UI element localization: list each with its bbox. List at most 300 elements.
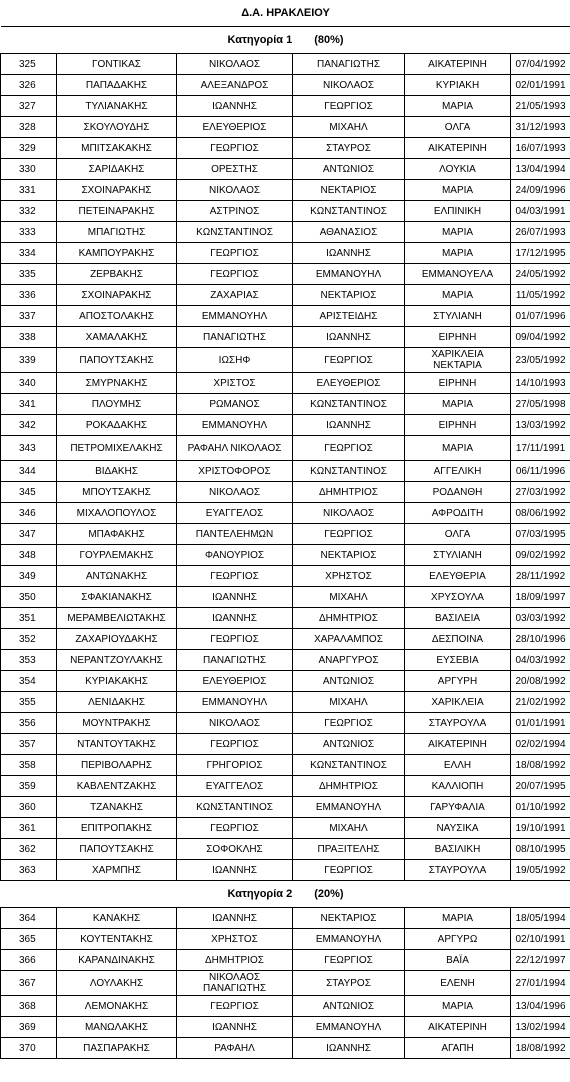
table-row [1, 306, 570, 327]
cell-mother-name: ΜΑΡΙΑ [405, 996, 511, 1017]
cell-number: 331 [1, 180, 57, 201]
table-row [1, 373, 570, 394]
cell-father-name: ΚΩΝΣΤΑΝΤΙΝΟΣ [293, 461, 405, 482]
cell-birth-date: 27/03/1992 [511, 482, 570, 503]
table-row [1, 117, 570, 138]
cell-birth-date: 13/02/1994 [511, 1017, 570, 1038]
cell-number: 363 [1, 860, 57, 881]
cell-surname: ΒΙΔΑΚΗΣ [57, 461, 177, 482]
cell-mother-name: ΧΑΡΙΚΛΕΙΑ ΝΕΚΤΑΡΙΑ [405, 348, 511, 373]
cell-father-name: ΠΡΑΞΙΤΕΛΗΣ [293, 839, 405, 860]
cell-birth-date: 19/10/1991 [511, 818, 570, 839]
document-title-row [1, 0, 570, 27]
cell-mother-name: ΧΑΡΙΚΛΕΙΑ [405, 692, 511, 713]
cell-number: 339 [1, 348, 57, 373]
cell-surname: ΠΕΤΕΙΝΑΡΑΚΗΣ [57, 201, 177, 222]
cell-birth-date: 03/03/1992 [511, 608, 570, 629]
cell-father-name: ΝΕΚΤΑΡΙΟΣ [293, 285, 405, 306]
cell-first-name: ΙΩΑΝΝΗΣ [177, 587, 293, 608]
cell-number: 334 [1, 243, 57, 264]
cell-first-name: ΑΛΕΞΑΝΔΡΟΣ [177, 75, 293, 96]
cell-number: 364 [1, 908, 57, 929]
cell-first-name: ΠΑΝΑΓΙΩΤΗΣ [177, 650, 293, 671]
cell-mother-name: ΛΟΥΚΙΑ [405, 159, 511, 180]
cell-first-name: ΓΕΩΡΓΙΟΣ [177, 138, 293, 159]
cell-birth-date: 08/06/1992 [511, 503, 570, 524]
table-row [1, 818, 570, 839]
cell-father-name: ΔΗΜΗΤΡΙΟΣ [293, 776, 405, 797]
cell-father-name: ΑΡΙΣΤΕΙΔΗΣ [293, 306, 405, 327]
cell-surname: ΖΑΧΑΡΙΟΥΔΑΚΗΣ [57, 629, 177, 650]
cell-surname: ΖΕΡΒΑΚΗΣ [57, 264, 177, 285]
category-header-row [1, 881, 570, 908]
table-row [1, 159, 570, 180]
table-row [1, 566, 570, 587]
cell-mother-name: ΕΛΛΗ [405, 755, 511, 776]
cell-number: 358 [1, 755, 57, 776]
cell-mother-name: ΓΑΡΥΦΑΛΙΑ [405, 797, 511, 818]
cell-first-name: ΝΙΚΟΛΑΟΣ [177, 180, 293, 201]
cell-father-name: ΚΩΝΣΤΑΝΤΙΝΟΣ [293, 394, 405, 415]
table-row [1, 950, 570, 971]
cell-first-name: ΕΥΑΓΓΕΛΟΣ [177, 776, 293, 797]
cell-number: 365 [1, 929, 57, 950]
cell-number: 335 [1, 264, 57, 285]
cell-mother-name: ΑΡΓΥΡΗ [405, 671, 511, 692]
cell-mother-name: ΜΑΡΙΑ [405, 180, 511, 201]
cell-mother-name: ΑΙΚΑΤΕΡΙΝΗ [405, 138, 511, 159]
cell-father-name: ΙΩΑΝΝΗΣ [293, 243, 405, 264]
cell-first-name: ΟΡΕΣΤΗΣ [177, 159, 293, 180]
table-row [1, 503, 570, 524]
cell-number: 340 [1, 373, 57, 394]
cell-father-name: ΔΗΜΗΤΡΙΟΣ [293, 608, 405, 629]
cell-birth-date: 28/10/1996 [511, 629, 570, 650]
cell-surname: ΜΙΧΑΛΟΠΟΥΛΟΣ [57, 503, 177, 524]
cell-surname: ΠΑΠΟΥΤΣΑΚΗΣ [57, 839, 177, 860]
cell-number: 344 [1, 461, 57, 482]
cell-birth-date: 02/01/1991 [511, 75, 570, 96]
cell-number: 343 [1, 436, 57, 461]
cell-birth-date: 21/02/1992 [511, 692, 570, 713]
cell-father-name: ΕΜΜΑΝΟΥΗΛ [293, 1017, 405, 1038]
cell-number: 355 [1, 692, 57, 713]
cell-surname: ΚΑΒΛΕΝΤΖΑΚΗΣ [57, 776, 177, 797]
cell-father-name: ΕΛΕΥΘΕΡΙΟΣ [293, 373, 405, 394]
cell-surname: ΝΕΡΑΝΤΖΟΥΛΑΚΗΣ [57, 650, 177, 671]
cell-birth-date: 07/03/1995 [511, 524, 570, 545]
cell-birth-date: 01/10/1992 [511, 797, 570, 818]
cell-first-name: ΓΕΩΡΓΙΟΣ [177, 629, 293, 650]
cell-birth-date: 18/08/1992 [511, 1038, 570, 1059]
cell-number: 332 [1, 201, 57, 222]
cell-mother-name: ΜΑΡΙΑ [405, 908, 511, 929]
cell-surname: ΜΠΑΓΙΩΤΗΣ [57, 222, 177, 243]
cell-birth-date: 04/03/1991 [511, 201, 570, 222]
table-row [1, 671, 570, 692]
cell-first-name: ΣΟΦΟΚΛΗΣ [177, 839, 293, 860]
cell-birth-date: 13/03/1992 [511, 415, 570, 436]
cell-birth-date: 16/07/1993 [511, 138, 570, 159]
cell-mother-name: ΜΑΡΙΑ [405, 222, 511, 243]
cell-birth-date: 11/05/1992 [511, 285, 570, 306]
cell-first-name: ΧΡΗΣΤΟΣ [177, 929, 293, 950]
cell-father-name: ΑΝΑΡΓΥΡΟΣ [293, 650, 405, 671]
cell-birth-date: 09/04/1992 [511, 327, 570, 348]
cell-surname: ΚΑΡΑΝΔΙΝΑΚΗΣ [57, 950, 177, 971]
table-row [1, 587, 570, 608]
cell-first-name: ΚΩΝΣΤΑΝΤΙΝΟΣ [177, 797, 293, 818]
table-row [1, 75, 570, 96]
cell-surname: ΚΑΝΑΚΗΣ [57, 908, 177, 929]
cell-number: 330 [1, 159, 57, 180]
cell-surname: ΣΧΟΙΝΑΡΑΚΗΣ [57, 180, 177, 201]
table-row [1, 629, 570, 650]
cell-birth-date: 28/11/1992 [511, 566, 570, 587]
table-row [1, 692, 570, 713]
cell-first-name: ΧΡΙΣΤΟΦΟΡΟΣ [177, 461, 293, 482]
cell-birth-date: 02/10/1991 [511, 929, 570, 950]
table-row [1, 996, 570, 1017]
cell-surname: ΑΠΟΣΤΟΛΑΚΗΣ [57, 306, 177, 327]
cell-surname: ΣΧΟΙΝΑΡΑΚΗΣ [57, 285, 177, 306]
table-row [1, 860, 570, 881]
table-row [1, 839, 570, 860]
cell-father-name: ΜΙΧΑΗΛ [293, 587, 405, 608]
cell-first-name: ΔΗΜΗΤΡΙΟΣ [177, 950, 293, 971]
cell-number: 347 [1, 524, 57, 545]
cell-surname: ΚΥΡΙΑΚΑΚΗΣ [57, 671, 177, 692]
cell-surname: ΜΠΙΤΣΑΚΑΚΗΣ [57, 138, 177, 159]
cell-first-name: ΚΩΝΣΤΑΝΤΙΝΟΣ [177, 222, 293, 243]
cell-surname: ΚΟΥΤΕΝΤΑΚΗΣ [57, 929, 177, 950]
table-row [1, 327, 570, 348]
cell-mother-name: ΑΓΓΕΛΙΚΗ [405, 461, 511, 482]
cell-number: 338 [1, 327, 57, 348]
cell-mother-name: ΒΑΪΑ [405, 950, 511, 971]
cell-first-name: ΓΕΩΡΓΙΟΣ [177, 243, 293, 264]
cell-surname: ΠΑΣΠΑΡΑΚΗΣ [57, 1038, 177, 1059]
cell-birth-date: 27/05/1998 [511, 394, 570, 415]
cell-birth-date: 13/04/1996 [511, 996, 570, 1017]
table-row [1, 415, 570, 436]
cell-number: 367 [1, 971, 57, 996]
cell-father-name: ΜΙΧΑΗΛ [293, 818, 405, 839]
cell-first-name: ΙΩΑΝΝΗΣ [177, 908, 293, 929]
cell-father-name: ΙΩΑΝΝΗΣ [293, 415, 405, 436]
category-header [1, 27, 570, 54]
cell-first-name: ΡΑΦΑΗΛ ΝΙΚΟΛΑΟΣ [177, 436, 293, 461]
cell-birth-date: 23/05/1992 [511, 348, 570, 373]
cell-number: 354 [1, 671, 57, 692]
cell-mother-name: ΕΜΜΑΝΟΥΕΛΑ [405, 264, 511, 285]
cell-father-name: ΣΤΑΥΡΟΣ [293, 971, 405, 996]
cell-surname: ΓΟΥΡΛΕΜΑΚΗΣ [57, 545, 177, 566]
cell-surname: ΚΑΜΠΟΥΡΑΚΗΣ [57, 243, 177, 264]
cell-father-name: ΠΑΝΑΓΙΩΤΗΣ [293, 54, 405, 75]
cell-mother-name: ΒΑΣΙΛΙΚΗ [405, 839, 511, 860]
cell-father-name: ΓΕΩΡΓΙΟΣ [293, 436, 405, 461]
cell-number: 327 [1, 96, 57, 117]
cell-surname: ΠΑΠΑΔΑΚΗΣ [57, 75, 177, 96]
category-label: Κατηγορία 1 [227, 33, 293, 46]
cell-birth-date: 18/09/1997 [511, 587, 570, 608]
cell-first-name: ΓΡΗΓΟΡΙΟΣ [177, 755, 293, 776]
cell-father-name: ΚΩΝΣΤΑΝΤΙΝΟΣ [293, 755, 405, 776]
table-row [1, 734, 570, 755]
cell-surname: ΛΟΥΛΑΚΗΣ [57, 971, 177, 996]
cell-mother-name: ΑΦΡΟΔΙΤΗ [405, 503, 511, 524]
cell-surname: ΝΤΑΝΤΟΥΤΑΚΗΣ [57, 734, 177, 755]
cell-father-name: ΑΝΤΩΝΙΟΣ [293, 996, 405, 1017]
cell-birth-date: 18/08/1992 [511, 755, 570, 776]
cell-number: 370 [1, 1038, 57, 1059]
cell-father-name: ΧΡΗΣΤΟΣ [293, 566, 405, 587]
cell-first-name: ΙΩΣΗΦ [177, 348, 293, 373]
cell-number: 348 [1, 545, 57, 566]
cell-mother-name: ΔΕΣΠΟΙΝΑ [405, 629, 511, 650]
cell-birth-date: 08/10/1995 [511, 839, 570, 860]
cell-first-name: ΕΛΕΥΘΕΡΙΟΣ [177, 117, 293, 138]
cell-birth-date: 13/04/1994 [511, 159, 570, 180]
cell-mother-name: ΚΑΛΛΙΟΠΗ [405, 776, 511, 797]
cell-father-name: ΑΝΤΩΝΙΟΣ [293, 671, 405, 692]
cell-surname: ΤΥΛΙΑΝΑΚΗΣ [57, 96, 177, 117]
cell-mother-name: ΟΛΓΑ [405, 524, 511, 545]
cell-surname: ΓΟΝΤΙΚΑΣ [57, 54, 177, 75]
cell-father-name: ΑΝΤΩΝΙΟΣ [293, 734, 405, 755]
cell-first-name: ΖΑΧΑΡΙΑΣ [177, 285, 293, 306]
cell-surname: ΛΕΜΟΝΑΚΗΣ [57, 996, 177, 1017]
cell-mother-name: ΝΑΥΣΙΚΑ [405, 818, 511, 839]
cell-surname: ΜΠΟΥΤΣΑΚΗΣ [57, 482, 177, 503]
cell-first-name: ΓΕΩΡΓΙΟΣ [177, 734, 293, 755]
cell-first-name: ΓΕΩΡΓΙΟΣ [177, 996, 293, 1017]
cell-father-name: ΜΙΧΑΗΛ [293, 117, 405, 138]
cell-father-name: ΔΗΜΗΤΡΙΟΣ [293, 482, 405, 503]
cell-birth-date: 17/12/1995 [511, 243, 570, 264]
cell-father-name: ΓΕΩΡΓΙΟΣ [293, 713, 405, 734]
cell-birth-date: 04/03/1992 [511, 650, 570, 671]
cell-birth-date: 14/10/1993 [511, 373, 570, 394]
cell-birth-date: 24/09/1996 [511, 180, 570, 201]
cell-first-name: ΙΩΑΝΝΗΣ [177, 96, 293, 117]
cell-surname: ΕΠΙΤΡΟΠΑΚΗΣ [57, 818, 177, 839]
cell-father-name: ΑΝΤΩΝΙΟΣ [293, 159, 405, 180]
cell-first-name: ΝΙΚΟΛΑΟΣ ΠΑΝΑΓΙΩΤΗΣ [177, 971, 293, 996]
cell-surname: ΜΠΑΦΑΚΗΣ [57, 524, 177, 545]
cell-first-name: ΧΡΙΣΤΟΣ [177, 373, 293, 394]
cell-birth-date: 19/05/1992 [511, 860, 570, 881]
table-row [1, 138, 570, 159]
table-row [1, 54, 570, 75]
cell-mother-name: ΕΛΕΝΗ [405, 971, 511, 996]
cell-number: 341 [1, 394, 57, 415]
category-percent: (80%) [314, 33, 344, 46]
cell-surname: ΜΕΡΑΜΒΕΛΙΩΤΑΚΗΣ [57, 608, 177, 629]
cell-number: 333 [1, 222, 57, 243]
cell-father-name: ΙΩΑΝΝΗΣ [293, 1038, 405, 1059]
cell-mother-name: ΑΙΚΑΤΕΡΙΝΗ [405, 734, 511, 755]
cell-father-name: ΧΑΡΑΛΑΜΠΟΣ [293, 629, 405, 650]
cell-surname: ΣΚΟΥΛΟΥΔΗΣ [57, 117, 177, 138]
cell-first-name: ΝΙΚΟΛΑΟΣ [177, 54, 293, 75]
document-title: Δ.Α. ΗΡΑΚΛΕΙΟΥ [1, 0, 570, 27]
cell-father-name: ΝΕΚΤΑΡΙΟΣ [293, 545, 405, 566]
cell-first-name: ΙΩΑΝΝΗΣ [177, 860, 293, 881]
results-table-body [1, 0, 570, 1059]
cell-birth-date: 21/05/1993 [511, 96, 570, 117]
cell-mother-name: ΡΟΔΑΝΘΗ [405, 482, 511, 503]
table-row [1, 394, 570, 415]
cell-first-name: ΡΩΜΑΝΟΣ [177, 394, 293, 415]
cell-number: 325 [1, 54, 57, 75]
table-row [1, 264, 570, 285]
cell-birth-date: 17/11/1991 [511, 436, 570, 461]
cell-first-name: ΓΕΩΡΓΙΟΣ [177, 264, 293, 285]
table-row [1, 285, 570, 306]
table-row [1, 755, 570, 776]
cell-birth-date: 01/01/1991 [511, 713, 570, 734]
cell-surname: ΛΕΝΙΔΑΚΗΣ [57, 692, 177, 713]
cell-first-name: ΠΑΝΑΓΙΩΤΗΣ [177, 327, 293, 348]
cell-number: 369 [1, 1017, 57, 1038]
cell-birth-date: 09/02/1992 [511, 545, 570, 566]
cell-birth-date: 07/04/1992 [511, 54, 570, 75]
cell-surname: ΧΑΜΑΛΑΚΗΣ [57, 327, 177, 348]
table-row [1, 436, 570, 461]
cell-birth-date: 27/01/1994 [511, 971, 570, 996]
category-header [1, 881, 570, 908]
cell-number: 346 [1, 503, 57, 524]
cell-father-name: ΓΕΩΡΓΙΟΣ [293, 348, 405, 373]
cell-mother-name: ΕΛΠΙΝΙΚΗ [405, 201, 511, 222]
cell-surname: ΡΟΚΑΔΑΚΗΣ [57, 415, 177, 436]
cell-mother-name: ΟΛΓΑ [405, 117, 511, 138]
cell-mother-name: ΜΑΡΙΑ [405, 394, 511, 415]
table-row [1, 545, 570, 566]
cell-father-name: ΓΕΩΡΓΙΟΣ [293, 96, 405, 117]
cell-number: 328 [1, 117, 57, 138]
cell-surname: ΠΕΤΡΟΜΙΧΕΛΑΚΗΣ [57, 436, 177, 461]
cell-first-name: ΝΙΚΟΛΑΟΣ [177, 482, 293, 503]
cell-surname: ΣΑΡΙΔΑΚΗΣ [57, 159, 177, 180]
cell-first-name: ΓΕΩΡΓΙΟΣ [177, 566, 293, 587]
cell-number: 362 [1, 839, 57, 860]
cell-birth-date: 31/12/1993 [511, 117, 570, 138]
table-row [1, 461, 570, 482]
cell-first-name: ΕΥΑΓΓΕΛΟΣ [177, 503, 293, 524]
cell-number: 345 [1, 482, 57, 503]
cell-first-name: ΑΣΤΡΙΝΟΣ [177, 201, 293, 222]
cell-surname: ΧΑΡΜΠΗΣ [57, 860, 177, 881]
table-row [1, 524, 570, 545]
cell-mother-name: ΧΡΥΣΟΥΛΑ [405, 587, 511, 608]
cell-father-name: ΣΤΑΥΡΟΣ [293, 138, 405, 159]
cell-first-name: ΙΩΑΝΝΗΣ [177, 608, 293, 629]
table-row [1, 180, 570, 201]
table-row [1, 1017, 570, 1038]
table-row [1, 348, 570, 373]
cell-mother-name: ΜΑΡΙΑ [405, 96, 511, 117]
cell-father-name: ΝΙΚΟΛΑΟΣ [293, 75, 405, 96]
cell-number: 349 [1, 566, 57, 587]
cell-mother-name: ΑΙΚΑΤΕΡΙΝΗ [405, 1017, 511, 1038]
cell-mother-name: ΑΓΑΠΗ [405, 1038, 511, 1059]
cell-number: 356 [1, 713, 57, 734]
cell-number: 350 [1, 587, 57, 608]
cell-mother-name: ΕΥΣΕΒΙΑ [405, 650, 511, 671]
cell-father-name: ΕΜΜΑΝΟΥΗΛ [293, 797, 405, 818]
cell-father-name: ΕΜΜΑΝΟΥΗΛ [293, 929, 405, 950]
table-row [1, 608, 570, 629]
cell-birth-date: 20/08/1992 [511, 671, 570, 692]
cell-birth-date: 22/12/1997 [511, 950, 570, 971]
cell-father-name: ΑΘΑΝΑΣΙΟΣ [293, 222, 405, 243]
category-label: Κατηγορία 2 [227, 887, 293, 900]
cell-father-name: ΝΙΚΟΛΑΟΣ [293, 503, 405, 524]
table-row [1, 929, 570, 950]
cell-mother-name: ΑΡΓΥΡΩ [405, 929, 511, 950]
cell-surname: ΤΖΑΝΑΚΗΣ [57, 797, 177, 818]
cell-number: 342 [1, 415, 57, 436]
cell-number: 326 [1, 75, 57, 96]
cell-mother-name: ΑΙΚΑΤΕΡΙΝΗ [405, 54, 511, 75]
table-row [1, 482, 570, 503]
cell-father-name: ΝΕΚΤΑΡΙΟΣ [293, 180, 405, 201]
cell-surname: ΠΕΡΙΒΟΛΑΡΗΣ [57, 755, 177, 776]
cell-number: 368 [1, 996, 57, 1017]
cell-number: 359 [1, 776, 57, 797]
cell-mother-name: ΜΑΡΙΑ [405, 436, 511, 461]
cell-birth-date: 26/07/1993 [511, 222, 570, 243]
cell-mother-name: ΜΑΡΙΑ [405, 285, 511, 306]
table-row [1, 650, 570, 671]
cell-number: 329 [1, 138, 57, 159]
cell-first-name: ΦΑΝΟΥΡΙΟΣ [177, 545, 293, 566]
cell-mother-name: ΚΥΡΙΑΚΗ [405, 75, 511, 96]
cell-first-name: ΕΜΜΑΝΟΥΗΛ [177, 692, 293, 713]
table-row [1, 201, 570, 222]
cell-number: 336 [1, 285, 57, 306]
cell-birth-date: 02/02/1994 [511, 734, 570, 755]
cell-number: 352 [1, 629, 57, 650]
cell-mother-name: ΕΙΡΗΝΗ [405, 415, 511, 436]
table-row [1, 243, 570, 264]
cell-surname: ΑΝΤΩΝΑΚΗΣ [57, 566, 177, 587]
table-row [1, 797, 570, 818]
cell-mother-name: ΕΛΕΥΘΕΡΙΑ [405, 566, 511, 587]
cell-mother-name: ΜΑΡΙΑ [405, 243, 511, 264]
cell-surname: ΣΜΥΡΝΑΚΗΣ [57, 373, 177, 394]
cell-number: 353 [1, 650, 57, 671]
cell-father-name: ΓΕΩΡΓΙΟΣ [293, 524, 405, 545]
cell-birth-date: 18/05/1994 [511, 908, 570, 929]
table-row [1, 1038, 570, 1059]
cell-first-name: ΕΜΜΑΝΟΥΗΛ [177, 415, 293, 436]
table-row [1, 908, 570, 929]
cell-birth-date: 01/07/1996 [511, 306, 570, 327]
cell-number: 337 [1, 306, 57, 327]
cell-first-name: ΡΑΦΑΗΛ [177, 1038, 293, 1059]
cell-father-name: ΜΙΧΑΗΛ [293, 692, 405, 713]
table-row [1, 713, 570, 734]
cell-surname: ΜΟΥΝΤΡΑΚΗΣ [57, 713, 177, 734]
cell-mother-name: ΣΤΑΥΡΟΥΛΑ [405, 860, 511, 881]
cell-mother-name: ΕΙΡΗΝΗ [405, 373, 511, 394]
cell-mother-name: ΣΤΑΥΡΟΥΛΑ [405, 713, 511, 734]
cell-father-name: ΓΕΩΡΓΙΟΣ [293, 950, 405, 971]
